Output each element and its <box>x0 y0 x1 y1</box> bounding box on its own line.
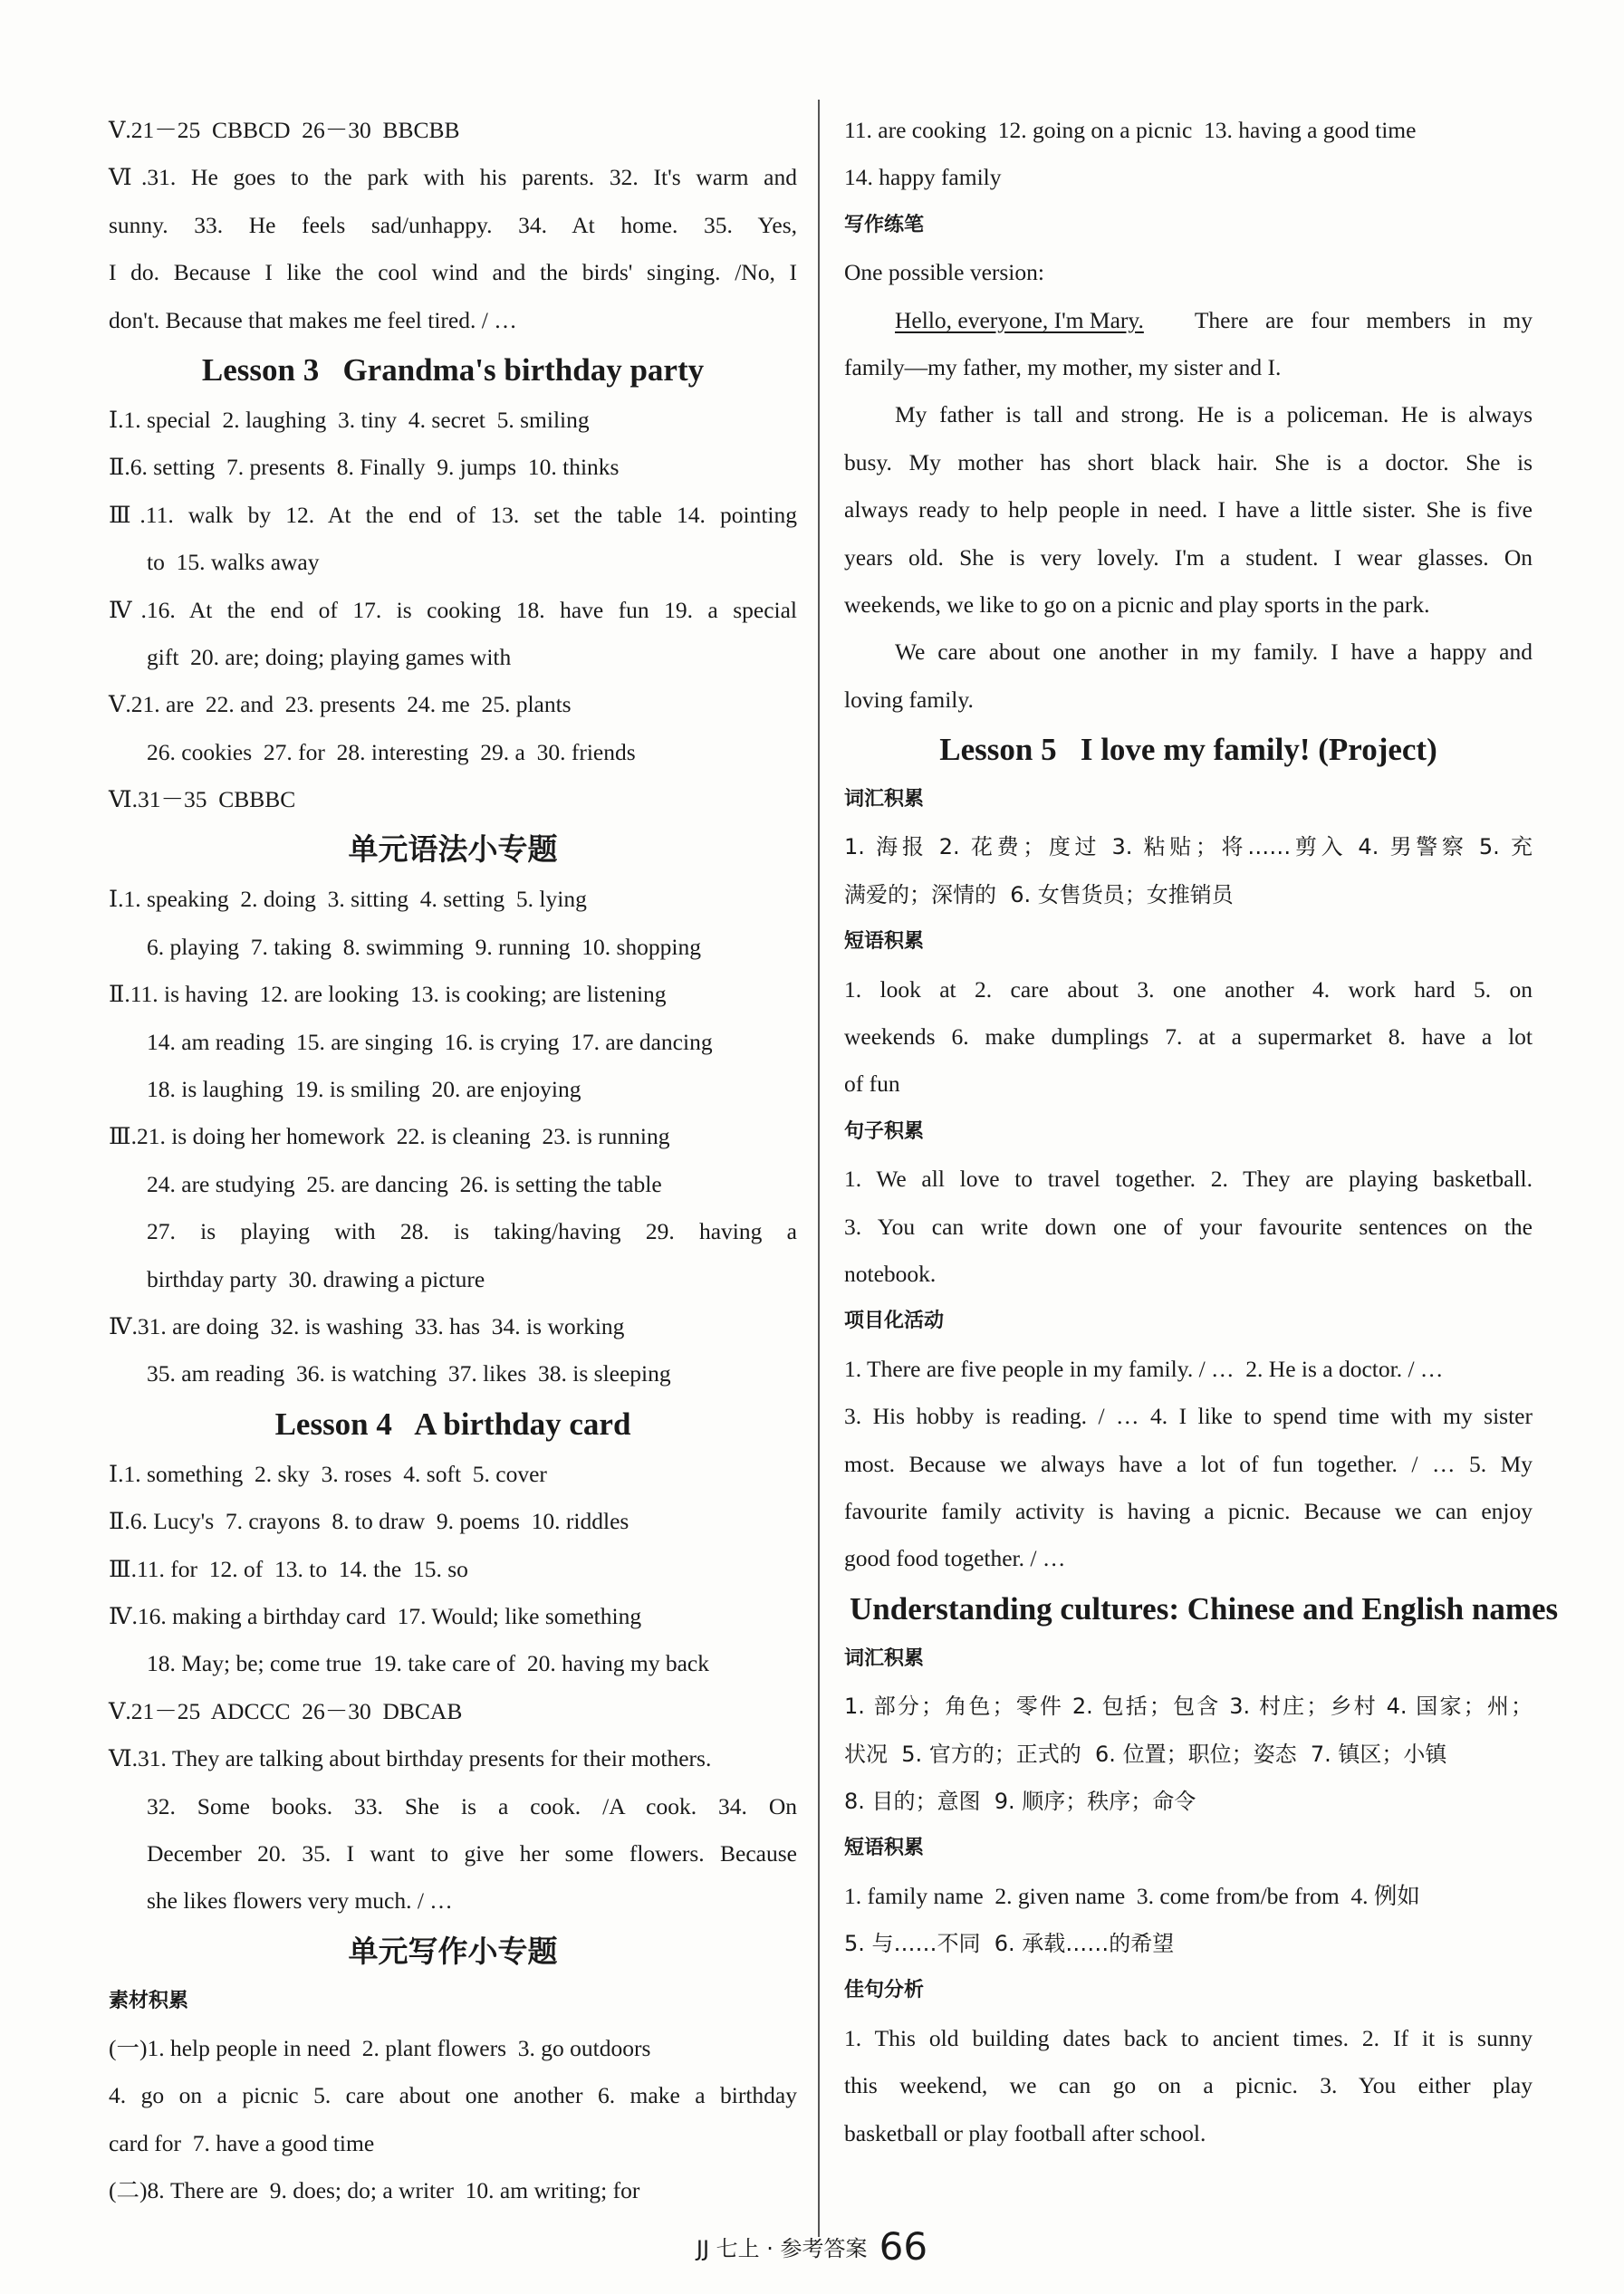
line-text: 短语积累 <box>844 1837 925 1860</box>
answer-line <box>844 1061 1533 1108</box>
subsection-heading <box>844 1298 1533 1345</box>
line-text: Ⅴ.21－25 ADCCC 26－30 DBCAB <box>109 1697 463 1724</box>
answer-line <box>844 966 1533 1013</box>
line-text: weekends, we like to go on a picnic and play sports in the park. <box>844 590 1430 618</box>
line-text: We care about one another in my family. I have a happy and <box>895 638 1533 666</box>
right-column <box>844 107 1559 2157</box>
line-text: 1. 海报 2. 花费；度过 3. 粘贴；将……剪入 4. 男警察 5. 充 <box>844 834 1533 860</box>
line-text: Ⅱ.11. is having 12. are looking 13. is cooking; are listening <box>109 981 667 1008</box>
answer-line <box>109 634 797 681</box>
line-text: Ⅴ.21. are 22. and 23. presents 24. me 25. plants <box>109 691 572 718</box>
line-text: Ⅱ.6. setting 7. presents 8. Finally 9. jumps 10. thinks <box>109 454 620 481</box>
answer-line <box>844 1346 1533 1393</box>
answer-line <box>109 1593 797 1640</box>
line-text: 6. playing 7. taking 8. swimming 9. running 10. shopping <box>147 933 701 960</box>
section-title <box>109 823 797 876</box>
line-text: 1. There are five people in my family. / … 2. He is a doctor. / … <box>844 1355 1444 1382</box>
subsection-heading <box>844 1636 1533 1683</box>
line-text: December 20. 35. I want to give her some flowers. Because <box>147 1839 797 1867</box>
answer-line <box>109 539 797 586</box>
line-text: 佳句分析 <box>844 1979 925 2002</box>
line-text: notebook. <box>844 1260 937 1287</box>
answer-line <box>109 1019 797 1066</box>
answer-line <box>109 1208 797 1255</box>
answer-line <box>844 677 1533 724</box>
answer-line <box>109 1113 797 1160</box>
answer-line <box>844 1251 1533 1298</box>
line-text: always ready to help people in need. I have a little sister. She is five <box>844 496 1533 523</box>
answer-line <box>109 776 797 823</box>
answer-line <box>844 1488 1533 1535</box>
answer-line <box>844 534 1533 581</box>
line-text: family—my father, my mother, my sister and I. <box>844 353 1282 380</box>
answer-line <box>109 876 797 923</box>
answer-line <box>109 971 797 1018</box>
subsection-heading <box>109 1978 797 2025</box>
answer-line <box>844 1393 1533 1440</box>
left-column <box>109 107 797 2215</box>
answer-line <box>109 1161 797 1208</box>
answer-line <box>844 871 1533 918</box>
line-text: 24. are studying 25. are dancing 26. is setting the table <box>147 1170 662 1197</box>
subsection-heading <box>844 1967 1533 2014</box>
line-text: favourite family activity is having a picnic. Because we can enjoy <box>844 1497 1533 1524</box>
line-text: 4. go on a picnic 5. care about one another 6. make a birthday <box>109 2082 797 2109</box>
answer-line <box>844 297 1533 344</box>
line-text: One possible version: <box>844 259 1044 286</box>
answer-line <box>844 1778 1533 1825</box>
line-text: Ⅲ.11. for 12. of 13. to 14. the 15. so <box>109 1555 468 1582</box>
answer-line <box>844 249 1533 296</box>
answer-line <box>109 1256 797 1303</box>
line-text: gift 20. are; doing; playing games with <box>147 643 512 670</box>
answer-line <box>844 1204 1533 1251</box>
line-text: 写作练笔 <box>844 213 925 236</box>
answer-line <box>844 581 1533 629</box>
line-text: 18. May; be; come true 19. take care of 20. having my back <box>147 1650 710 1677</box>
answer-line <box>109 1877 797 1924</box>
answer-line <box>844 629 1533 676</box>
line-text: My father is tall and strong. He is a policeman. He is always <box>895 401 1533 428</box>
answer-line <box>109 681 797 728</box>
line-text: 1. This old building dates back to ancient times. 2. If it is sunny <box>844 2024 1533 2051</box>
line-text: years old. She is very lovely. I'm a student. I wear glasses. On <box>844 543 1533 571</box>
section-title <box>109 344 797 397</box>
line-text: There are four members in my <box>1194 306 1533 333</box>
line-text: don't. Because that makes me feel tired. / … <box>109 306 517 333</box>
answer-line <box>109 444 797 491</box>
answer-line <box>109 297 797 344</box>
line-text: weekends 6. make dumplings 7. at a supermarket 8. have a lot <box>844 1023 1533 1051</box>
answer-line <box>844 344 1533 391</box>
answer-line <box>109 1640 797 1687</box>
line-text: Ⅳ.31. are doing 32. is washing 33. has 34. is working <box>109 1312 625 1339</box>
line-text: Ⅵ.31. They are talking about birthday presents for their mothers. <box>109 1745 712 1772</box>
line-text: this weekend, we can go on a picnic. 3. You either play <box>844 2072 1533 2099</box>
line-text: loving family. <box>844 686 974 713</box>
line-text: 35. am reading 36. is watching 37. likes 38. is sleeping <box>147 1360 671 1387</box>
line-text: 1. We all love to travel together. 2. They are playing basketball. <box>844 1166 1533 1193</box>
line-text: 18. is laughing 19. is smiling 20. are enjoying <box>147 1076 581 1103</box>
line-text: 状况 5. 官方的；正式的 6. 位置；职位；姿态 7. 镇区；小镇 <box>844 1741 1447 1767</box>
line-text: 3. His hobby is reading. / … 4. I like to spend time with my sister <box>844 1403 1533 1430</box>
answer-line <box>109 1498 797 1545</box>
line-text: she likes flowers very much. / … <box>147 1887 453 1915</box>
answer-line <box>109 1688 797 1735</box>
answer-line <box>109 397 797 444</box>
answer-line <box>109 2072 797 2119</box>
answer-line <box>844 1535 1533 1582</box>
line-text: (二)8. There are 9. does; do; a writer 10. am writing; for <box>109 2177 640 2204</box>
column-divider <box>818 100 820 2237</box>
line-text: Ⅲ.11. walk by 12. At the end of 13. set the table 14. pointing <box>109 501 797 528</box>
section-title <box>109 1398 797 1451</box>
answer-line <box>109 249 797 296</box>
underlined-phrase: Hello, everyone, I'm Mary. <box>895 306 1144 333</box>
answer-line <box>109 154 797 201</box>
answer-line <box>109 492 797 539</box>
answer-line <box>109 924 797 971</box>
line-text: 句子积累 <box>844 1119 925 1143</box>
answer-line <box>109 2167 797 2214</box>
line-text: to 15. walks away <box>147 549 320 576</box>
subsection-heading <box>844 202 1533 249</box>
line-text: busy. My mother has short black hair. She is a doctor. She is <box>844 448 1533 475</box>
line-text: 短语积累 <box>844 930 925 954</box>
answer-line <box>844 2015 1533 2062</box>
line-text: of fun <box>844 1070 900 1098</box>
line-text: Lesson 5 I love my family! (Project) <box>939 732 1437 768</box>
line-text: 满爱的；深情的 6. 女售货员；女推销员 <box>844 881 1234 907</box>
line-text: (一)1. help people in need 2. plant flowers 3. go outdoors <box>109 2035 651 2062</box>
line-text: Lesson 4 A birthday card <box>274 1406 631 1442</box>
page-number: 66 <box>879 2224 928 2269</box>
answer-line <box>109 1830 797 1877</box>
line-text: 单元语法小专题 <box>348 831 558 868</box>
line-text: 项目化活动 <box>844 1310 945 1333</box>
line-text: 32. Some books. 33. She is a cook. /A cook. 34. On <box>147 1792 797 1819</box>
line-text: 词汇积累 <box>844 1646 925 1670</box>
line-text: Ⅲ.21. is doing her homework 22. is cleaning 23. is running <box>109 1123 670 1150</box>
line-text: Ⅰ.1. special 2. laughing 3. tiny 4. secret 5. smiling <box>109 406 590 433</box>
line-text: Ⅵ.31－35 CBBBC <box>109 786 296 813</box>
line-text: 26. cookies 27. for 28. interesting 29. a 30. friends <box>147 738 636 765</box>
line-text: Ⅵ.31. He goes to the park with his parents. 32. It's warm and <box>109 164 797 191</box>
line-text: 词汇积累 <box>844 788 925 811</box>
answer-line <box>844 391 1533 438</box>
line-text: 1. 部分；角色；零件 2. 包括；包含 3. 村庄；乡村 4. 国家；州； <box>844 1694 1533 1720</box>
line-text: 单元写作小专题 <box>348 1933 558 1969</box>
line-text: Ⅱ.6. Lucy's 7. crayons 8. to draw 9. poems 10. riddles <box>109 1508 629 1535</box>
answer-line <box>109 202 797 249</box>
answer-line <box>844 1013 1533 1061</box>
section-title <box>844 1583 1559 1636</box>
answer-line <box>844 2062 1533 2109</box>
subsection-heading <box>844 918 1533 965</box>
answer-line <box>109 2025 797 2072</box>
answer-line <box>844 1683 1533 1730</box>
line-text: 3. You can write down one of your favourite sentences on the <box>844 1213 1533 1240</box>
line-text: most. Because we always have a lot of fun together. / … 5. My <box>844 1450 1533 1477</box>
line-text: Ⅴ.21－25 CBBCD 26－30 BBCBB <box>109 117 460 143</box>
answer-line <box>844 154 1533 201</box>
line-text: Ⅰ.1. something 2. sky 3. roses 4. soft 5. cover <box>109 1460 547 1487</box>
answer-line <box>109 1546 797 1593</box>
answer-line <box>109 1735 797 1782</box>
answer-line <box>844 1441 1533 1488</box>
line-text: Ⅰ.1. speaking 2. doing 3. sitting 4. setting 5. lying <box>109 886 587 913</box>
answer-line <box>109 107 797 154</box>
line-text: sunny. 33. He feels sad/unhappy. 34. At home. 35. Yes, <box>109 211 797 238</box>
line-text: 11. are cooking 12. going on a picnic 13. having a good time <box>844 117 1417 143</box>
line-text: 14. happy family <box>844 164 1002 191</box>
subsection-heading <box>844 1109 1533 1156</box>
line-text: I do. Because I like the cool wind and the birds' singing. /No, I <box>109 259 797 286</box>
section-title <box>844 724 1533 776</box>
answer-line <box>109 1451 797 1498</box>
line-text: 1. family name 2. given name 3. come from/be from 4. 例如 <box>844 1882 1420 1909</box>
answer-line <box>109 2120 797 2167</box>
subsection-heading <box>844 776 1533 823</box>
answer-line <box>109 1303 797 1350</box>
answer-line <box>109 729 797 776</box>
answer-line <box>109 1066 797 1113</box>
line-text: 5. 与……不同 6. 承载……的希望 <box>844 1931 1175 1957</box>
answer-line <box>844 2110 1533 2157</box>
answer-line <box>844 439 1533 486</box>
line-text: 14. am reading 15. are singing 16. is crying 17. are dancing <box>147 1028 713 1055</box>
answer-line <box>109 587 797 634</box>
answer-line <box>109 1350 797 1397</box>
answer-line <box>844 107 1533 154</box>
answer-line <box>844 823 1533 870</box>
section-title <box>109 1925 797 1978</box>
line-text: card for 7. have a good time <box>109 2129 375 2156</box>
line-text: good food together. / … <box>844 1545 1066 1572</box>
answer-line <box>844 1731 1533 1778</box>
line-text: 素材积累 <box>109 1989 189 2012</box>
line-text: Lesson 3 Grandma's birthday party <box>201 351 705 388</box>
page-footer <box>0 2224 1624 2269</box>
line-text: basketball or play football after school. <box>844 2119 1206 2146</box>
line-text: Ⅳ.16. At the end of 17. is cooking 18. have fun 19. a special <box>109 596 797 623</box>
answer-line <box>844 1156 1533 1203</box>
answer-line <box>844 486 1533 533</box>
answer-line <box>844 1920 1533 1967</box>
subsection-heading <box>844 1825 1533 1872</box>
line-text: Understanding cultures: Chinese and English names <box>850 1590 1559 1627</box>
line-text: 27. is playing with 28. is taking/having 29. having a <box>147 1218 797 1245</box>
line-text: Ⅳ.16. making a birthday card 17. Would; like something <box>109 1602 642 1629</box>
line-text: birthday party 30. drawing a picture <box>147 1265 485 1292</box>
answer-line <box>844 1873 1533 1920</box>
answer-line <box>109 1783 797 1830</box>
line-text: 1. look at 2. care about 3. one another 4. work hard 5. on <box>844 975 1533 1003</box>
footer-text: JJ 七上 · 参考答案 <box>696 2236 868 2261</box>
line-text: 8. 目的；意图 9. 顺序；秩序；命令 <box>844 1788 1196 1814</box>
